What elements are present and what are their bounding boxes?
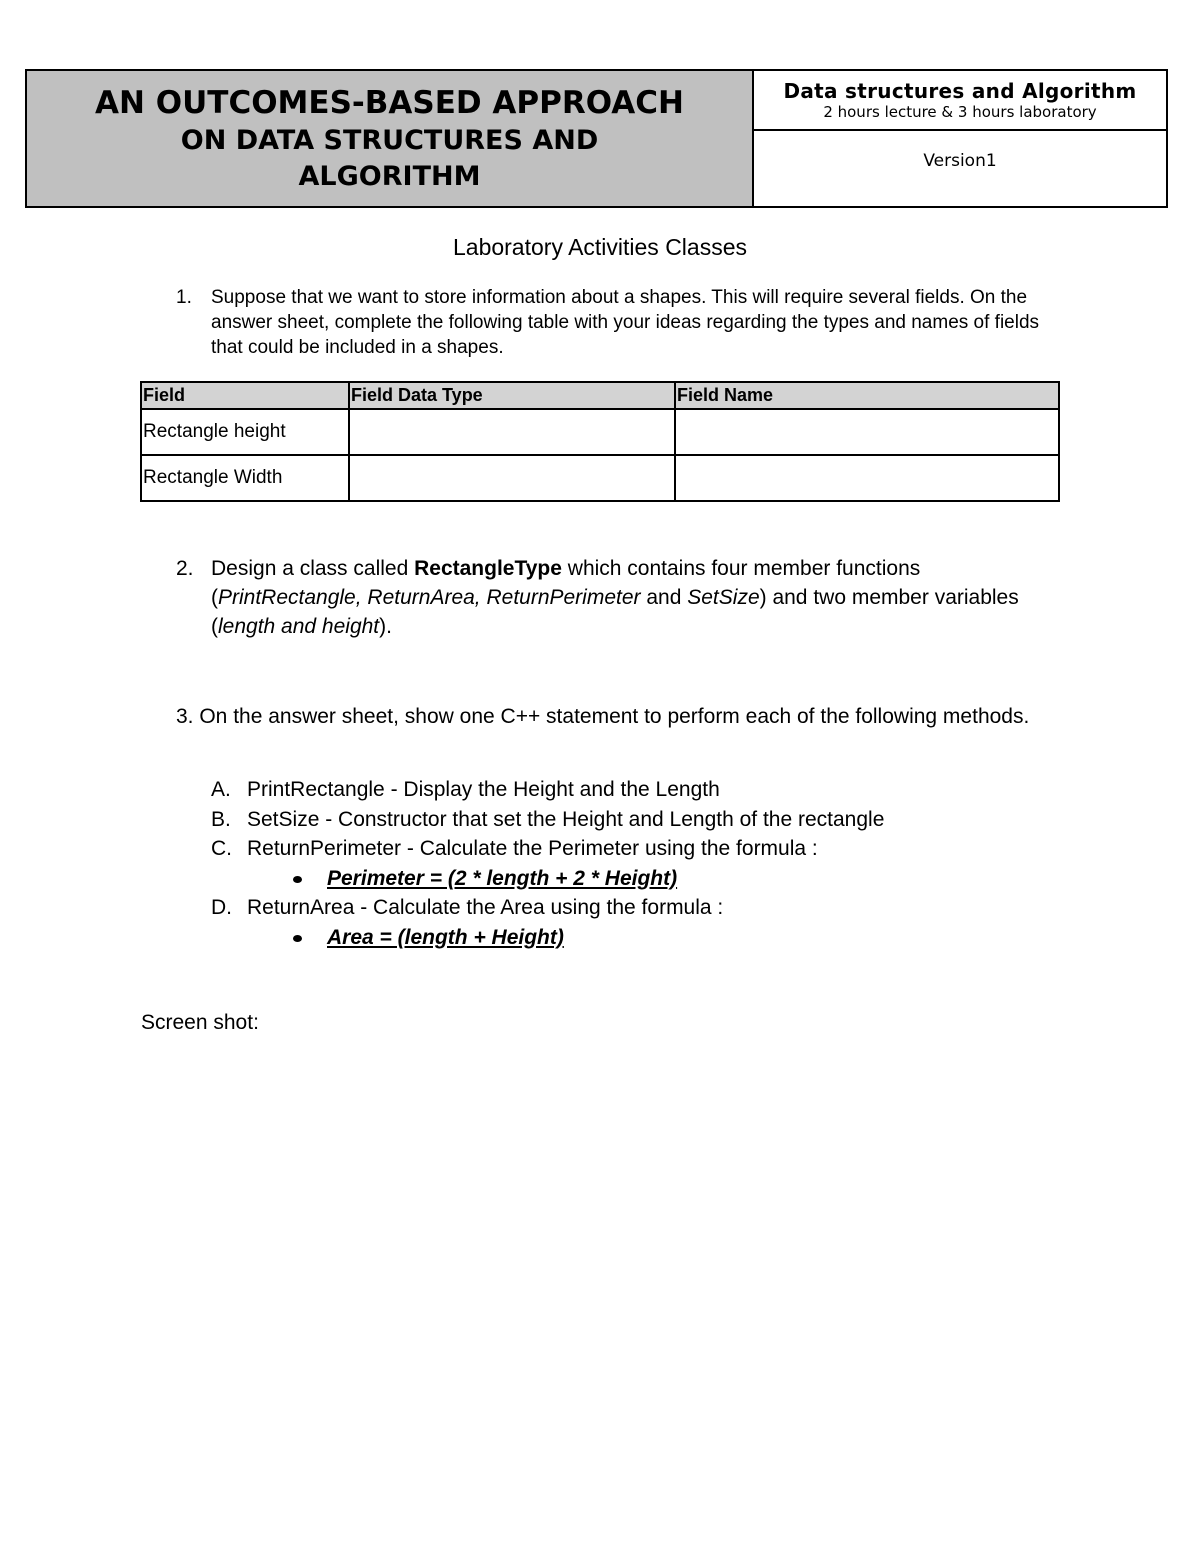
question-2 bbox=[176, 554, 1056, 641]
question-1 bbox=[176, 285, 1056, 360]
area-formula-text: Area = (length + Height) bbox=[327, 925, 564, 949]
table-header-row bbox=[141, 382, 1059, 409]
q2-pre: Design a class called bbox=[211, 557, 415, 580]
course-name: Data structures and Algorithm bbox=[783, 79, 1137, 103]
header-field-name: Field Name bbox=[675, 382, 1059, 409]
method-c-letter: C. bbox=[211, 837, 232, 860]
q2-setsize: SetSize bbox=[687, 586, 760, 609]
q2-class-name: RectangleType bbox=[414, 557, 562, 580]
question-3: 3. On the answer sheet, show one C++ statement to perform each of the following methods. bbox=[176, 705, 1030, 728]
table-row bbox=[141, 455, 1059, 501]
header-info-block bbox=[754, 71, 1166, 206]
q2-end: ). bbox=[379, 615, 392, 638]
perimeter-formula-text: Perimeter = (2 * length + 2 * Height) bbox=[327, 866, 678, 890]
q2-and: and bbox=[640, 586, 688, 609]
bullet-icon bbox=[293, 935, 302, 942]
table-cell: Rectangle height bbox=[141, 409, 349, 455]
header-version-cell bbox=[754, 131, 1166, 206]
method-a bbox=[211, 775, 884, 805]
method-b-letter: B. bbox=[211, 807, 231, 831]
perimeter-formula bbox=[211, 864, 884, 894]
question-1-text: Suppose that we want to store information about a shapes. This will require several fields. On the answer sheet, complete the following table with your ideas regarding the types and names of fields that could be included in a shapes. bbox=[211, 287, 1040, 358]
version-label: Version1 bbox=[923, 151, 997, 171]
course-hours: 2 hours lecture & 3 hours laboratory bbox=[823, 103, 1097, 121]
q2-mid: which contains four member functions ( bbox=[211, 557, 921, 609]
lab-title: Laboratory Activities Classes bbox=[452, 234, 747, 260]
bullet-icon bbox=[293, 876, 302, 883]
q2-variables: length and height bbox=[218, 615, 380, 638]
method-a-text: PrintRectangle - Display the Height and the Length bbox=[247, 778, 720, 801]
table-row bbox=[141, 409, 1059, 455]
table-cell: Rectangle Width bbox=[141, 455, 349, 501]
question-2-text bbox=[211, 554, 1056, 641]
table-cell[interactable] bbox=[675, 455, 1059, 501]
method-d-letter: D. bbox=[211, 896, 232, 919]
methods-list bbox=[211, 775, 884, 952]
method-b-text: SetSize - Constructor that set the Height and Length of the rectangle bbox=[247, 807, 885, 831]
header-title-line3: ALGORITHM bbox=[298, 160, 481, 192]
fields-table bbox=[140, 381, 1060, 502]
method-a-letter: A. bbox=[211, 778, 231, 801]
method-c-text: ReturnPerimeter - Calculate the Perimeter using the formula : bbox=[247, 837, 818, 860]
table-cell[interactable] bbox=[349, 455, 675, 501]
header-title-line2: ON DATA STRUCTURES AND bbox=[180, 124, 599, 156]
q2-mid2: ) and two member variables ( bbox=[211, 586, 1019, 638]
table-cell[interactable] bbox=[675, 409, 1059, 455]
header-title-line1: AN OUTCOMES-BASED APPROACH bbox=[95, 84, 684, 121]
table-cell[interactable] bbox=[349, 409, 675, 455]
area-formula bbox=[211, 923, 884, 953]
method-b bbox=[211, 805, 884, 835]
question-1-number: 1. bbox=[176, 287, 192, 308]
header-title-block bbox=[27, 71, 754, 206]
header-box bbox=[25, 69, 1168, 208]
header-course-cell bbox=[754, 71, 1166, 131]
q2-functions: PrintRectangle, ReturnArea, ReturnPerimeter bbox=[218, 586, 641, 609]
method-d bbox=[211, 893, 884, 923]
header-field: Field bbox=[141, 382, 349, 409]
method-d-text: ReturnArea - Calculate the Area using the formula : bbox=[247, 896, 724, 919]
method-c bbox=[211, 834, 884, 864]
header-field-data-type: Field Data Type bbox=[349, 382, 675, 409]
question-2-number: 2. bbox=[176, 557, 194, 580]
screenshot-label: Screen shot: bbox=[141, 1011, 259, 1034]
